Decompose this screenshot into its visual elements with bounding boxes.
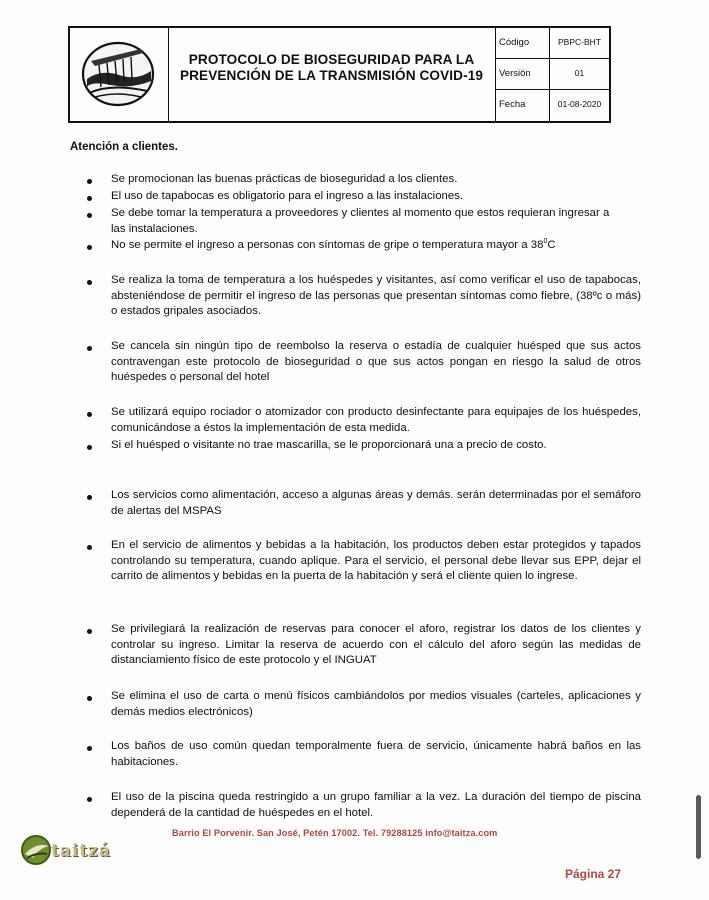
list-item: Se privilegiará la realización de reservas para conocer el aforo, registrar los datos de los clientes y controlar su ingreso. Limitar la reserva de acuerdo con el cálculo del aforo según las medidas de distanciamiento físico de este protocolo y el INGUAT: [111, 623, 641, 667]
bullet-dot: [87, 495, 95, 503]
title-line-1: PROTOCOLO DE BIOSEGURIDAD PARA LA: [188, 52, 475, 67]
meta-row-codigo: [495, 28, 609, 59]
meta-cells: [495, 28, 609, 121]
bullet-dot: [87, 346, 95, 354]
meta-value: 01-08-2020: [557, 99, 602, 109]
list-item: [111, 238, 641, 254]
list-item: Se elimina el uso de carta o menú físicos cambiándolos por medios visuales (carteles, aplicaciones y demás medios electrónicos): [111, 690, 641, 718]
bullet-dot: [87, 280, 95, 288]
section-title: Atención a clientes.: [70, 141, 179, 153]
bullet-dot: [87, 179, 95, 187]
bullet-dot: [87, 196, 95, 204]
bullet-dot: [87, 445, 95, 453]
degree-superscript: 0: [543, 238, 548, 246]
bullet-dot: [87, 545, 95, 553]
list-item: El uso de la piscina queda restringido a un grupo familiar a la vez. La duración del tiempo de piscina dependerá de la cantidad de huéspedes en el hotel.: [111, 791, 641, 819]
header-table: [68, 26, 611, 123]
list-item: Los servicios como alimentación, acceso a algunas áreas y demás. serán determinadas por el semáforo de alertas del MSPAS: [111, 489, 641, 517]
meta-label: Código: [495, 28, 550, 58]
bullet-dot: [87, 412, 95, 420]
document-title: [168, 52, 495, 84]
page-number: Página 27: [565, 867, 622, 881]
list-item: Se cancela sin ningún tipo de reembolso la reserva o estadía de cualquier huésped que sus actos contravengan este protocolo de bioseguridad o que sus actos pongan en riesgo la salud de otros huéspedes o personal del hotel: [111, 340, 641, 384]
list-item-text: No se permite el ingreso a personas con síntomas de gripe o temperatura mayor a 38: [111, 239, 544, 251]
meta-row-fecha: [495, 90, 609, 121]
list-item: El uso de tapabocas es obligatorio para el ingreso a las instalaciones.: [111, 190, 464, 202]
list-item: Los baños de uso común quedan temporalmente fuera de servicio, únicamente habrá baños en las habitaciones.: [111, 740, 641, 768]
list-item-suffix: C: [547, 239, 556, 251]
hotel-logo-icon: [81, 41, 155, 107]
list-item: Se debe tomar la temperatura a proveedores y clientes al momento que estos requieran ingresar a las instalaciones.: [111, 207, 610, 235]
list-item: Se promocionan las buenas prácticas de bioseguridad a los clientes.: [111, 173, 458, 185]
logo-cell: [70, 28, 169, 121]
list-item: Si el huésped o visitante no trae mascarilla, se le proporcionará una a precio de costo.: [111, 439, 547, 451]
taitza-wordmark: taitzá: [51, 841, 111, 861]
taitza-logo: [19, 832, 123, 868]
footer-address: Barrio El Porvenir. San José, Petén 17002. Tel. 79288125 info@taitza.com: [172, 828, 498, 838]
taitza-emblem-icon: [19, 832, 55, 868]
list-item: Se utilizará equipo rociador o atomizador con producto desinfectante para equipajes de los huéspedes, comunicándose a éstos la implementación de esta medida.: [111, 406, 641, 434]
bullet-dot: [87, 213, 95, 221]
meta-value: PBPC-BHT: [558, 37, 601, 47]
meta-label: Fecha: [495, 90, 550, 121]
vertical-scrollbar[interactable]: [696, 795, 701, 859]
title-cell: [168, 28, 496, 121]
bullet-dot: [87, 746, 95, 754]
list-item: Se realiza la toma de temperatura a los huéspedes y visitantes, así como verificar el uso de tapabocas, absteniéndose de permitir el ingreso de las personas que presentan síntomas como fiebre, (38ºc o más) o estados gripales asociados.: [111, 274, 641, 318]
bullet-dot: [87, 797, 95, 805]
list-item: En el servicio de alimentos y bebidas a la habitación, los productos deben estar protegidos y tapados controlando su temperatura, cuando aplique. Para el servicio, el personal debe llevar sus EPP, dejar el carrito de alimentos y bebidas en la puerta de la habitación y será el cliente quien lo ingrese.: [111, 539, 641, 583]
meta-value: 01: [574, 68, 585, 78]
bullet-dot: [87, 245, 95, 253]
title-line-2: PREVENCIÓN DE LA TRANSMISIÓN COVID-19: [179, 68, 484, 83]
bullet-dot: [87, 629, 95, 637]
bullet-dot: [87, 696, 95, 704]
meta-row-version: [495, 59, 609, 90]
meta-label: Versión: [495, 59, 550, 89]
